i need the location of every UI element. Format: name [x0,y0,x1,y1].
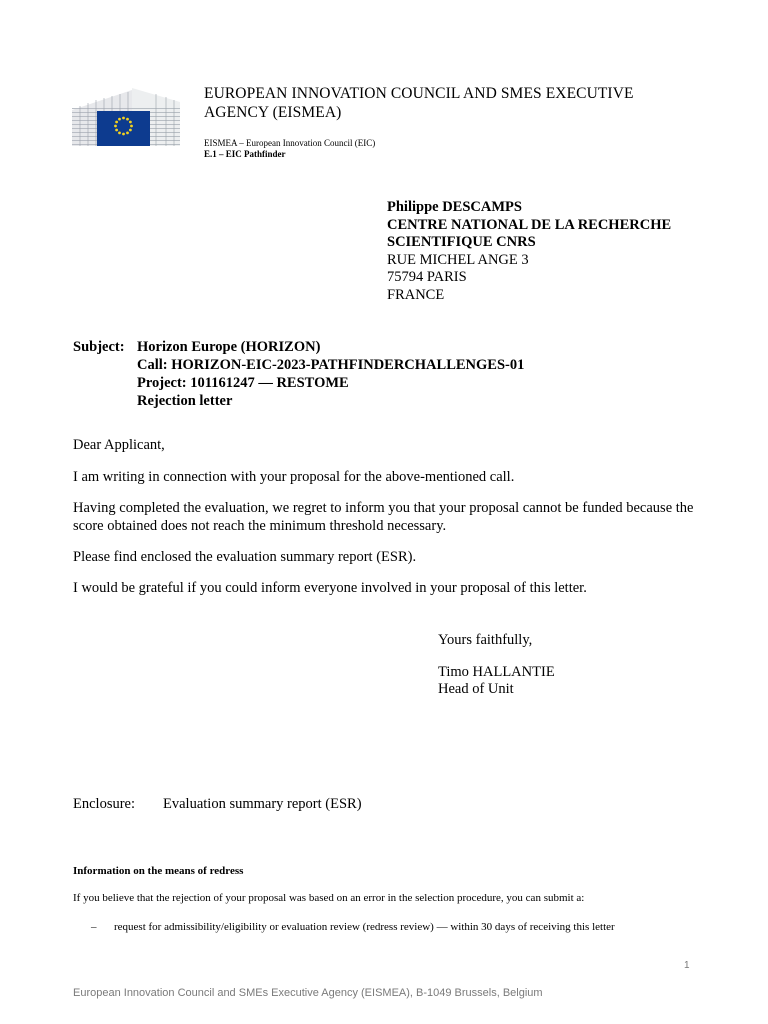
signatory-title: Head of Unit [438,681,514,697]
page-number: 1 [684,960,690,971]
recipient-street: RUE MICHEL ANGE 3 [387,251,529,268]
redress-heading: Information on the means of redress [73,865,244,877]
salutation: Dear Applicant, [73,437,165,453]
subject-project: Project: 101161247 — RESTOME [137,375,349,391]
agency-name-line1: EUROPEAN INNOVATION COUNCIL AND SMES EXECUTIVE [204,85,634,102]
body-paragraph-3: Please find enclosed the evaluation summary report (ESR). [73,549,417,565]
recipient-address [387,199,671,304]
body-paragraph-4: I would be grateful if you could inform everyone involved in your proposal of this letter. [73,580,587,596]
subject-call: Call: HORIZON-EIC-2023-PATHFINDERCHALLENGES-01 [137,357,525,373]
recipient-country: FRANCE [387,286,445,303]
european-commission-logo-icon [72,86,180,148]
agency-unit-line1: EISMEA – European Innovation Council (EIC) [204,138,376,148]
european-commission-logo [72,86,180,148]
subject-lines [137,338,524,410]
agency-unit-line2: E.1 – EIC Pathfinder [204,149,286,159]
subject-type: Rejection letter [137,393,233,409]
redress-bullet: – [91,921,97,933]
recipient-name: Philippe DESCAMPS [387,199,522,215]
agency-name [204,84,634,122]
recipient-city: 75794 PARIS [387,269,467,285]
recipient-org-line2: SCIENTIFIQUE CNRS [387,234,536,250]
enclosure-value: Evaluation summary report (ESR) [163,796,362,812]
recipient-org-line1: CENTRE NATIONAL DE LA RECHERCHE [387,216,672,233]
redress-item: request for admissibility/eligibility or evaluation review (redress review) — within 30 days of receiving this letter [114,921,615,933]
footer-address: European Innovation Council and SMEs Executive Agency (EISMEA), B-1049 Brussels, Belgium [73,987,543,999]
closing: Yours faithfully, [438,632,533,648]
agency-name-line2: AGENCY (EISMEA) [204,104,342,121]
subject-label: Subject: [73,339,125,355]
body-paragraph-2: Having completed the evaluation, we regret to inform you that your proposal cannot be funded because the score obtained does not reach the minimum threshold necessary. [73,500,694,534]
body-paragraph-1: I am writing in connection with your proposal for the above-mentioned call. [73,469,515,485]
agency-unit [204,138,375,160]
signatory-name: Timo HALLANTIE [438,664,555,680]
redress-intro: If you believe that the rejection of your proposal was based on an error in the selection procedure, you can submit a: [73,892,585,904]
enclosure-label: Enclosure: [73,796,136,812]
subject-programme: Horizon Europe (HORIZON) [137,339,321,355]
